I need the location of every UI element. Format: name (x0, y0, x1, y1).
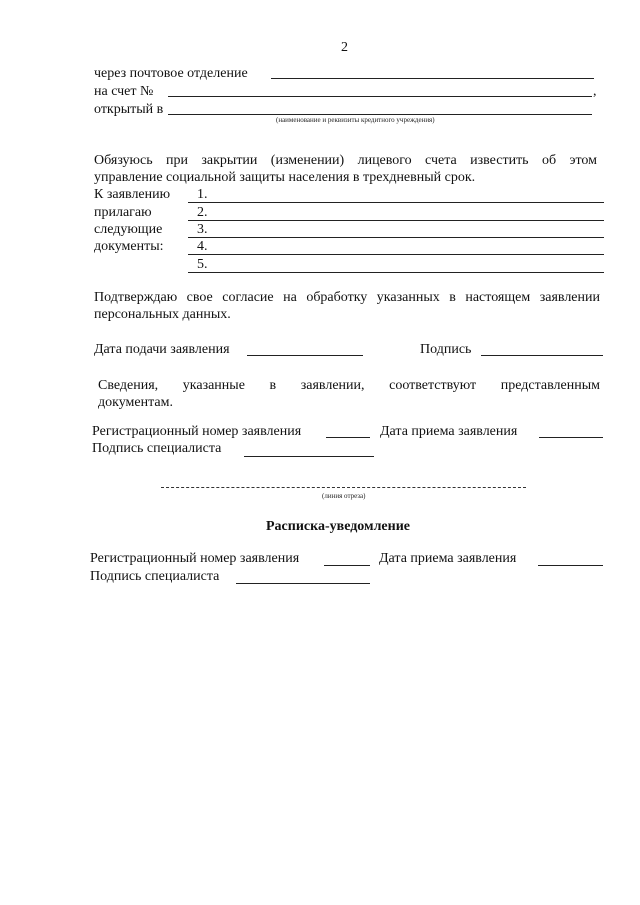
bank-hint: (наименование и реквизиты кредитного учреждения) (276, 116, 435, 124)
receipt-reg-number-line (324, 565, 370, 566)
opened-label: открытый в (94, 102, 164, 117)
date-received-line (539, 437, 603, 438)
applicant-signature-line (481, 355, 603, 356)
consent-line-2: персональных данных. (94, 307, 231, 322)
attachments-label-2: прилагаю (94, 205, 152, 220)
attachment-number-2: 2. (197, 205, 208, 220)
attachment-number-3: 3. (197, 222, 208, 237)
attachment-line-1 (188, 202, 604, 203)
page-number: 2 (341, 40, 348, 55)
reg-number-line (326, 437, 370, 438)
bank-field-line (168, 114, 592, 115)
cut-line (161, 487, 526, 488)
receipt-specialist-signature-line (236, 583, 370, 584)
receipt-date-received-line (538, 565, 603, 566)
attachment-number-1: 1. (197, 187, 208, 202)
attachment-number-4: 4. (197, 239, 208, 254)
account-label: на счет № (94, 84, 154, 99)
account-number-field-line (168, 96, 592, 97)
receipt-date-received-label: Дата приема заявления (379, 551, 517, 566)
attachments-label-3: следующие (94, 222, 163, 237)
attachments-label-4: документы: (94, 239, 164, 254)
cut-line-hint: (линия отреза) (322, 492, 366, 500)
specialist-signature-label: Подпись специалиста (92, 441, 222, 456)
verification-line-1: Сведения, указанные в заявлении, соответствуют представленным (98, 378, 600, 393)
via-post-label: через почтовое отделение (94, 66, 248, 81)
receipt-title: Расписка-уведомление (266, 519, 410, 534)
submission-date-label: Дата подачи заявления (94, 342, 230, 357)
date-received-label: Дата приема заявления (380, 424, 518, 439)
receipt-specialist-signature-label: Подпись специалиста (90, 569, 220, 584)
attachment-line-4 (188, 254, 604, 255)
attachment-line-3 (188, 237, 604, 238)
attachment-number-5: 5. (197, 257, 208, 272)
attachment-line-5 (188, 272, 604, 273)
submission-date-line (247, 355, 363, 356)
attachments-label-1: К заявлению (94, 187, 171, 202)
account-end-comma: , (593, 84, 597, 99)
obligation-line-1: Обязуюсь при закрытии (изменении) лицевого счета известить об этом (94, 153, 597, 168)
applicant-signature-label: Подпись (420, 342, 472, 357)
obligation-line-2: управление социальной защиты населения в трехдневный срок. (94, 170, 476, 185)
specialist-signature-line (244, 456, 374, 457)
attachment-line-2 (188, 220, 604, 221)
reg-number-label: Регистрационный номер заявления (92, 424, 302, 439)
consent-line-1: Подтверждаю свое согласие на обработку указанных в настоящем заявлении (94, 290, 600, 305)
receipt-reg-number-label: Регистрационный номер заявления (90, 551, 300, 566)
verification-line-2: документам. (98, 395, 173, 410)
post-office-field-line (271, 78, 594, 79)
